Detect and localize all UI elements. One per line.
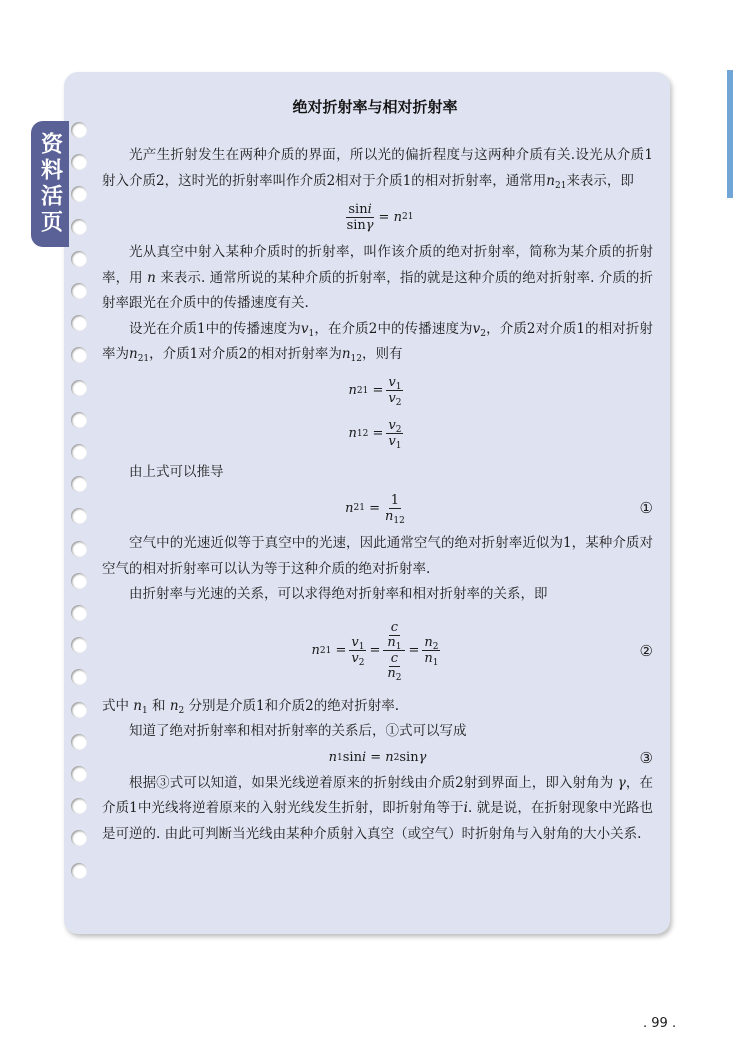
paragraph-1: 光产生折射发生在两种介质的界面，所以光的偏折程度与这两种介质有关.设光从介质1射入介质2，这时光的折射率叫作介质2相对于介质1的相对折射率，通常用$n_{21}$来表示，即 — [102, 147, 653, 191]
binder-ring — [71, 380, 87, 396]
equation-1: n 21 = $\frac{1}{n_{12}}$ ① — [345, 492, 653, 526]
binder-ring — [71, 605, 87, 621]
binder-ring — [71, 444, 87, 460]
paragraph-4: 由上式可以推导 — [129, 463, 224, 480]
right-edge-color-bar — [727, 70, 733, 198]
binder-ring — [71, 541, 87, 557]
binder-ring — [71, 637, 87, 653]
binder-ring — [71, 863, 87, 879]
article-body — [102, 143, 653, 847]
page-number: . 99 . — [643, 1016, 677, 1031]
binder-rings — [71, 122, 95, 892]
binder-ring — [71, 186, 87, 202]
paragraph-6: 由折射率与光速的关系，可以求得绝对折射率和相对折射率的关系，即 — [129, 586, 548, 602]
binder-ring — [71, 573, 87, 589]
binder-ring — [71, 315, 87, 331]
paragraph-9: 根据③式可以知道，如果光线逆着原来的折射线由介质2射到界面上，即入射角为 γ，在介质1中光线将逆着原来的入射光线发生折射，即折射角等于i. 就是说，在折射现象中光路也是可逆的. 由此可判断当光线由某种介质射入真空（或空气）时折射角与入射角的大小关系. — [102, 774, 653, 842]
binder-ring — [71, 154, 87, 170]
equation-sin-ratio: $\frac{\sin i}{\sin\gamma}$ = n 21 — [346, 201, 414, 233]
equation-2: n 21 = $\frac{v_1}{v_2}$ = $\frac{\frac{c}{n_1}}{\frac{c}{n_2}}$ = $\frac{n_2}{n_1}$ ② — [311, 620, 653, 683]
right-edge-margin-text — [727, 206, 733, 318]
paragraph-7: 式中 $n_1$ 和 $n_2$ 分别是介质1和介质2的绝对折射率. — [102, 697, 400, 716]
binder-ring — [71, 219, 87, 235]
equation-number-1: ① — [639, 499, 653, 517]
binder-ring — [71, 766, 87, 782]
binder-ring — [71, 476, 87, 492]
equation-n12-velocity: n 12 = $\frac{v_2}{v_1}$ — [348, 418, 402, 451]
binder-ring — [71, 347, 87, 363]
binder-ring — [71, 283, 87, 299]
binder-ring — [71, 508, 87, 524]
binder-ring — [71, 251, 87, 267]
binder-ring — [71, 412, 87, 428]
paragraph-3: 设光在介质1中的传播速度为$v_1$，在介质2中的传播速度为$v_2$，介质2对介质1的相对折射率为$n_{21}$，介质1对介质2的相对折射率为$n_{12}$，则有 — [102, 320, 654, 364]
page-title: 绝对折射率与相对折射率 — [292, 98, 458, 116]
side-tab — [31, 121, 69, 247]
paragraph-8: 知道了绝对折射率和相对折射率的关系后，①式可以写成 — [129, 723, 467, 739]
equation-number-3: ③ — [639, 748, 653, 767]
paragraph-5: 空气中的光速近似等于真空中的光速，因此通常空气的绝对折射率近似为1，某种介质对空气的相对折射率可以认为等于这种介质的绝对折射率. — [102, 535, 653, 577]
paragraph-2: 光从真空中射入某种介质时的折射率，叫作该介质的绝对折射率，简称为某介质的折射率，用 n 来表示. 通常所说的某种介质的折射率，指的就是这种介质的绝对折射率. 介质的折射率跟光在介质中的传播速度有关. — [102, 244, 653, 311]
binder-ring — [71, 830, 87, 846]
equation-number-2: ② — [639, 641, 653, 660]
side-tab-label: 资料活页 — [37, 132, 63, 236]
binder-ring — [71, 122, 87, 138]
equation-3: n 1 sin i = n 2 sin γ ③ — [328, 748, 653, 767]
binder-ring — [71, 669, 87, 685]
binder-ring — [71, 798, 87, 814]
equation-n21-velocity: n 21 = $\frac{v_1}{v_2}$ — [348, 375, 402, 408]
binder-ring — [71, 734, 87, 750]
binder-ring — [71, 702, 87, 718]
